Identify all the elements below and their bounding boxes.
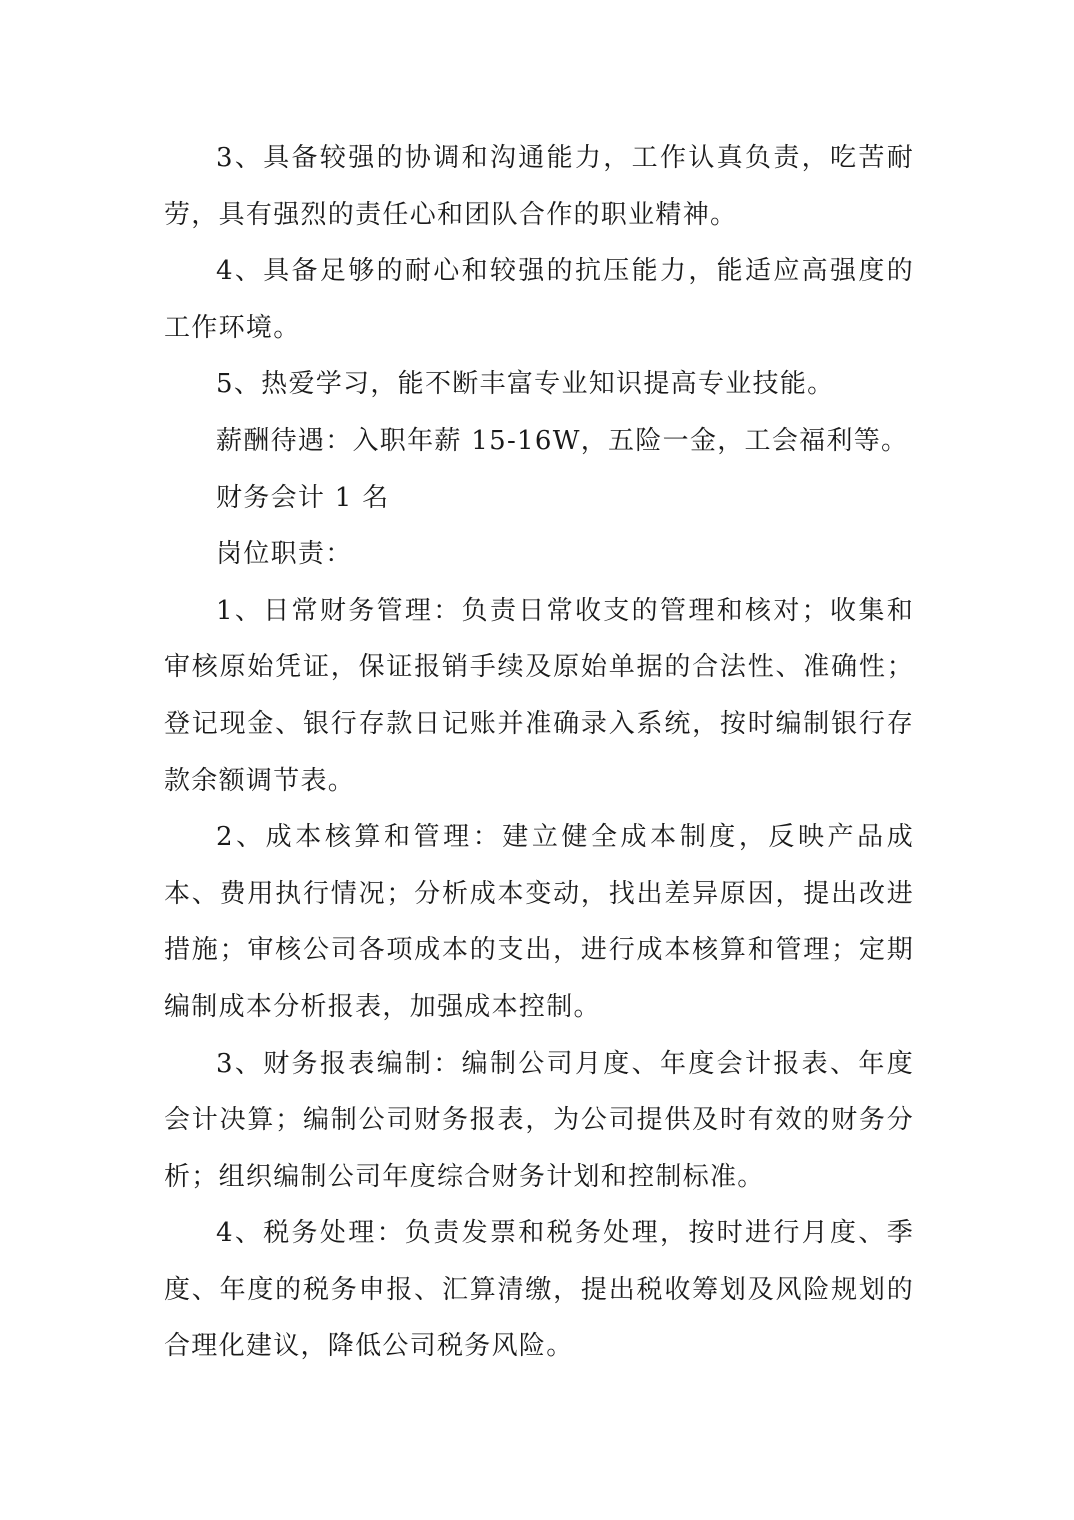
paragraph-duty-2: 2、成本核算和管理：建立健全成本制度，反映产品成本、费用执行情况；分析成本变动，找出差异原因，提出改进措施；审核公司各项成本的支出，进行成本核算和管理；定期编制成本分析报表，加强成本控制。 — [164, 822, 914, 1022]
document-body — [164, 130, 914, 1375]
paragraph-requirement-3: 3、具备较强的协调和沟通能力，工作认真负责，吃苦耐劳，具有强烈的责任心和团队合作的职业精神。 — [164, 143, 914, 230]
paragraph-duty-4: 4、税务处理：负责发票和税务处理，按时进行月度、季度、年度的税务申报、汇算清缴，提出税收筹划及风险规划的合理化建议，降低公司税务风险。 — [164, 1218, 914, 1362]
paragraph-requirement-5: 5、热爱学习，能不断丰富专业知识提高专业技能。 — [216, 369, 835, 400]
paragraph-duties-heading: 岗位职责： — [216, 539, 353, 570]
paragraph-duty-3: 3、财务报表编制：编制公司月度、年度会计报表、年度会计决算；编制公司财务报表，为公司提供及时有效的财务分析；组织编制公司年度综合财务计划和控制标准。 — [164, 1048, 914, 1192]
paragraph-position-title: 财务会计 1 名 — [216, 482, 390, 513]
paragraph-duty-1: 1、日常财务管理：负责日常收支的管理和核对；收集和审核原始凭证，保证报销手续及原始单据的合法性、准确性；登记现金、银行存款日记账并准确录入系统，按时编制银行存款余额调节表。 — [164, 595, 914, 796]
paragraph-requirement-4: 4、具备足够的耐心和较强的抗压能力，能适应高强度的工作环境。 — [164, 256, 914, 343]
paragraph-salary: 薪酬待遇：入职年薪 15-16W，五险一金，工会福利等。 — [216, 425, 909, 456]
